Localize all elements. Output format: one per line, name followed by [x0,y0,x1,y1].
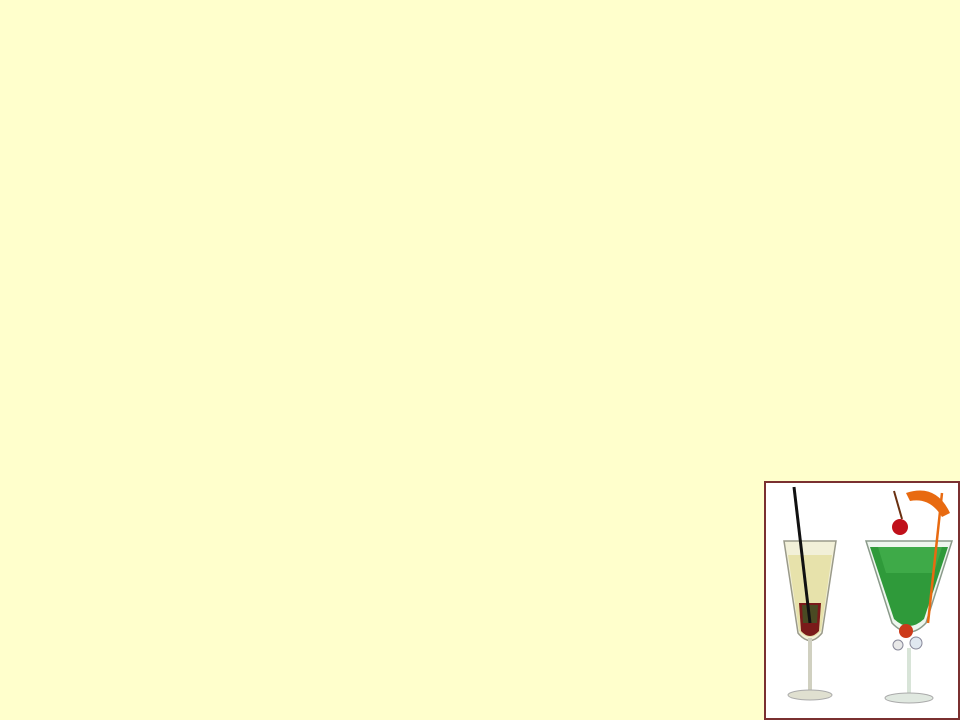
glasses-illustration [766,483,958,718]
dessert-drinks-photo [764,481,960,720]
top-decorative-band [0,0,960,48]
bottom-decorative-band [0,708,960,720]
